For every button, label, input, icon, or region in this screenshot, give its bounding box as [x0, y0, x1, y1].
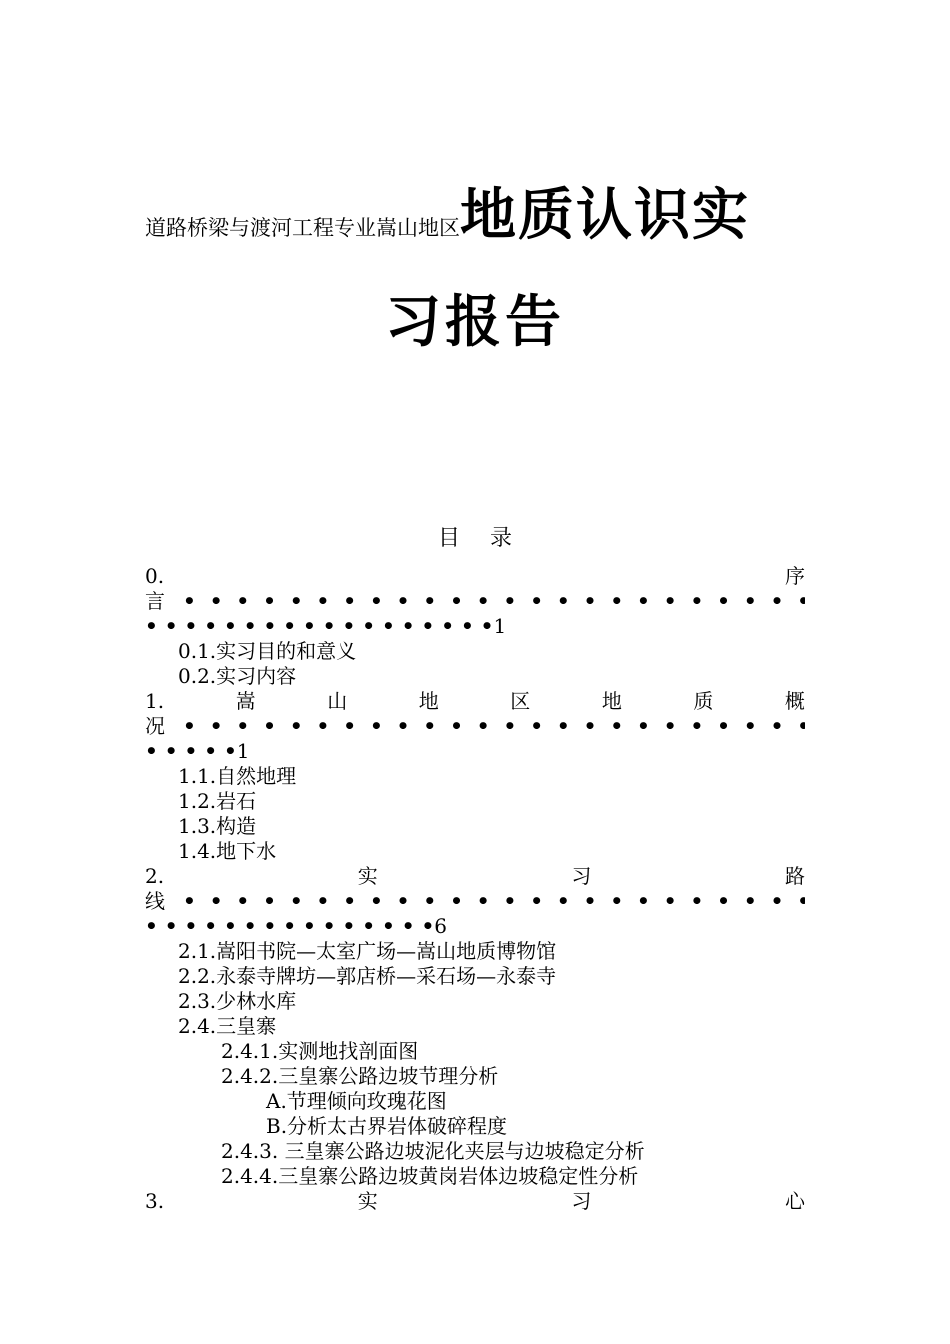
- toc-subitem: 2.4.4.三皇寨公路边坡黄岗岩体边坡稳定性分析: [221, 1164, 639, 1188]
- title-prefix: 道路桥梁与渡河工程专业嵩山地区: [145, 216, 460, 240]
- page-number: 6: [434, 914, 447, 938]
- toc-entry-2: 2. 实 习 路: [145, 864, 805, 888]
- toc-item: 1.1.自然地理: [178, 764, 297, 788]
- leader-dots: • • • • •: [145, 739, 237, 763]
- title-main-part1: 地质认识实: [460, 183, 750, 248]
- toc-item: 2.4.三皇寨: [178, 1014, 277, 1038]
- toc-entry-3: 3. 实 习 心: [145, 1189, 805, 1213]
- page-number: 1: [493, 614, 507, 638]
- leader-dots: [183, 889, 805, 914]
- toc-item: 2.3.少林水库: [178, 989, 297, 1013]
- toc-item: 1.3.构造: [178, 814, 257, 838]
- page-number: 1: [236, 739, 250, 763]
- leader-dots: [183, 714, 805, 739]
- toc-item: 1.4.地下水: [178, 839, 277, 863]
- toc-subitem: 2.4.1.实测地找剖面图: [221, 1039, 419, 1063]
- title-main-part2: 习报告: [385, 290, 565, 355]
- toc-subsubitem: B.分析太古界岩体破碎程度: [266, 1114, 508, 1138]
- toc-entry-0: 0. 序: [145, 564, 805, 588]
- toc-item: 1.2.岩石: [178, 789, 257, 813]
- leader-dots: • • • • • • • • • • • • • • • • • •: [145, 614, 494, 638]
- toc-item: 2.1.嵩阳书院—太室广场—嵩山地质博物馆: [178, 939, 557, 963]
- leader-dots: [183, 589, 805, 614]
- toc-heading: 目 录: [437, 526, 513, 551]
- toc-item: 2.2.永泰寺牌坊—郭店桥—采石场—永泰寺: [178, 964, 557, 988]
- toc-item: 0.1.实习目的和意义: [178, 639, 357, 663]
- toc-item: 0.2.实习内容: [178, 664, 297, 688]
- toc-subsubitem: A.节理倾向玫瑰花图: [266, 1089, 447, 1113]
- table-of-contents: 0. 序 言 • • • • • • • • • • • • • • • • • • • •1 0.1.实习目的和意义 0.2.实习内容 1. 嵩 山 地 区 地 质 概 况 • • • • • • •1 1.1.自然地理 1.2.岩石 1.3.构造 1.4.地下水 2. 实 习 路 线 • • • • • • • • • • • • • • • • •6 2.1.嵩阳书院—太室广场—嵩山地质博物馆 2.2.永泰寺牌坊—郭店桥—采石场—永泰寺 2.3.少林水库 2.4.三皇寨 2.4.1.实测地找剖面图 2.4.2.三皇寨公路边坡节理分析 A.节理倾向玫瑰花图 B.分析太古界岩体破碎程度 2.4.3. 三皇寨公路边坡泥化夹层与边坡稳定分析 2.4.4.三皇寨公路边坡黄岗岩体边坡稳定性分析 3. 实 习 心: [145, 564, 805, 1214]
- report-title: [145, 178, 825, 248]
- leader-dots: • • • • • • • • • • • • • • •: [145, 914, 435, 938]
- toc-subitem: 2.4.2.三皇寨公路边坡节理分析: [221, 1064, 499, 1088]
- toc-subitem: 2.4.3. 三皇寨公路边坡泥化夹层与边坡稳定分析: [221, 1139, 645, 1163]
- toc-entry-1: 1. 嵩 山 地 区 地 质 概: [145, 689, 805, 713]
